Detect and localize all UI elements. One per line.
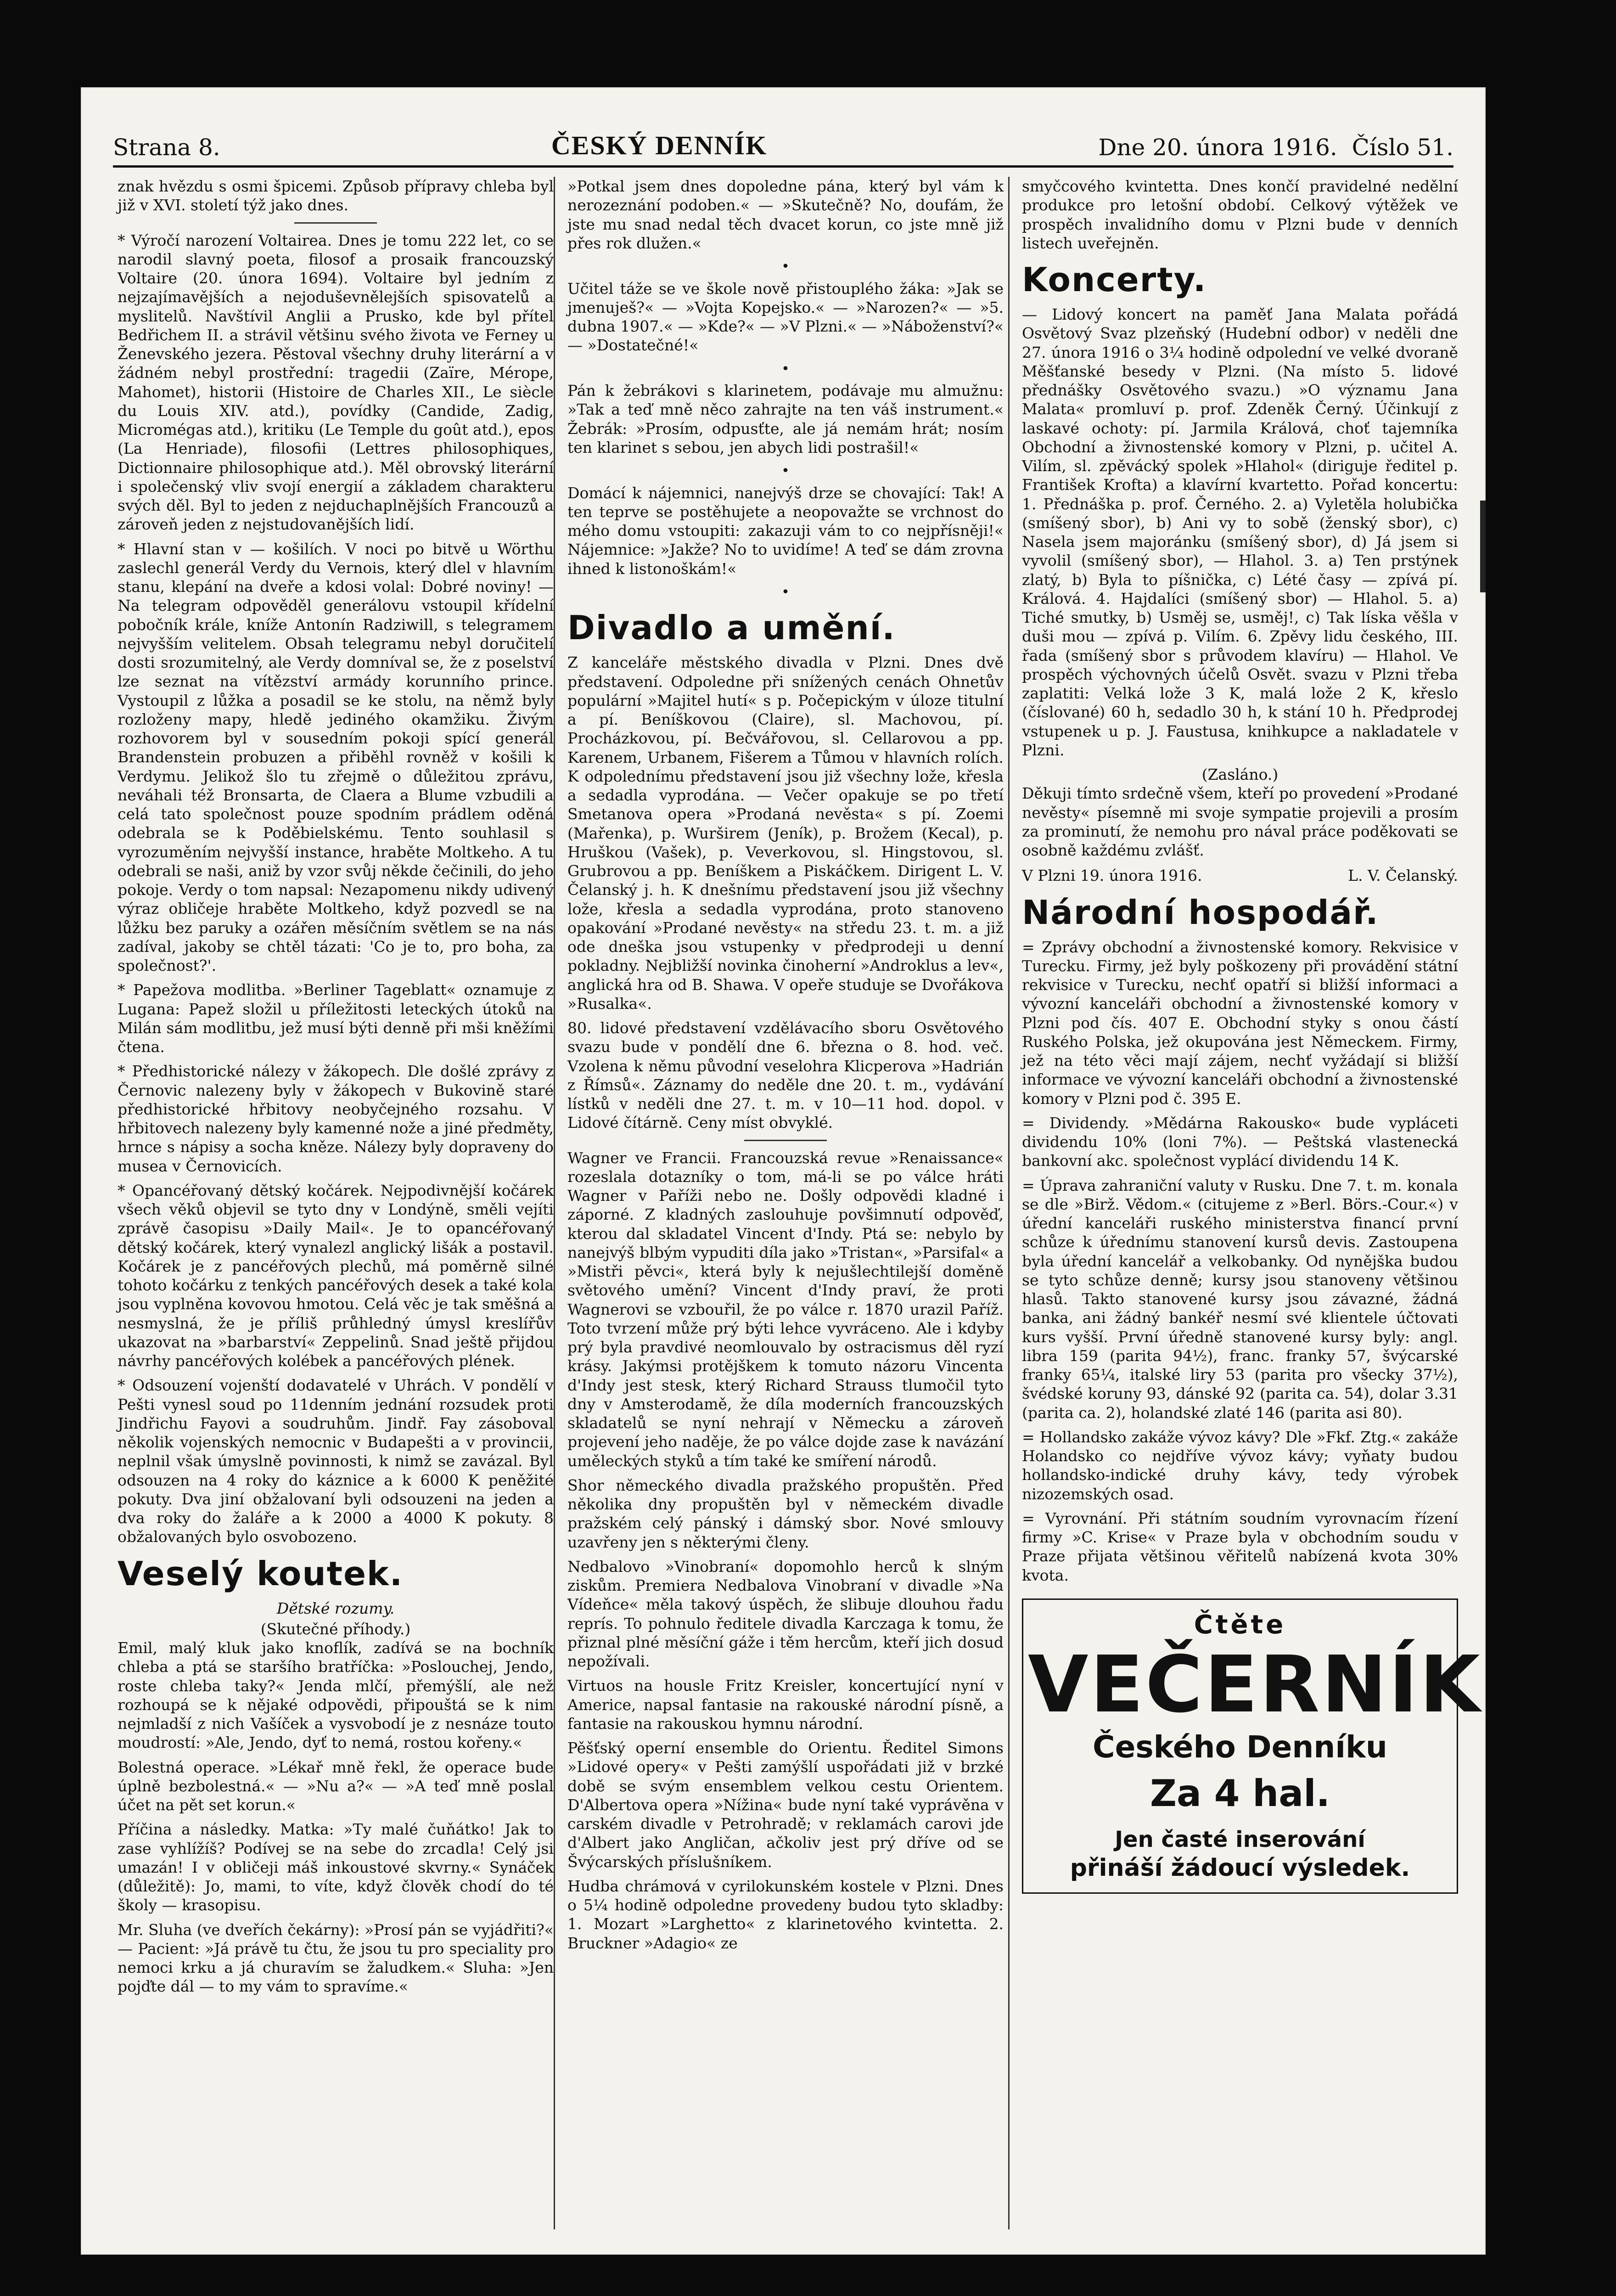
separator xyxy=(744,1140,827,1141)
separator-dot: • xyxy=(781,360,790,377)
signature-line xyxy=(1022,866,1458,885)
separator-dot: • xyxy=(781,259,790,275)
article-continuation: smyčcového kvintetta. Dnes končí pravidelné nedělní produkce pro letošní období. Celkový výtěžek ve prospěch invalidního domu v Plzni bude v denních listech uveřejněn. xyxy=(1022,177,1458,252)
article-city-theatre: Z kanceláře městského divadla v Plzni. Dnes dvě představení. Odpoledne při snížených cenách Ohnetův populární »Majitel hutí« s p. Počepickým v úloze titulní a pí. Beníškovou (Claire), sl. Machovou, pí. Procházkovou, pí. Bečvářovou, sl. Cellarovou a pp. Karenem, Urbanem, Fišerem a Tůmou v hlavních rolích. K odpolednímu představení jsou již všechny lože, křesla a sedadla vyprodána. — Večer opakuje se po třetí Smetanova opera »Prodaná nevěsta« s pí. Zoemi (Mařenka), p. Wurširem (Jeník), p. Brožem (Kecal), p. Hruškou (Vašek), p. Veverkovou, sl. Hingstovou, sl. Grubrovou a pp. Beníškem a Piskáčkem. Dirigent L. V. Čelanský j. h. K dnešnímu představení jsou již všechny lože, křesla a sedadla vyprodána, proto stanoveno opakování »Prodané nevěsty« na středu 23. t. m. a již ode dneška jsou vstupenky v předprodeji u denní pokladny. Nejbližší novinka činoherní »Androklus a lev«, anglická hra od B. Shawa. V opeře studuje se Dvořákova »Rusalka«. xyxy=(567,653,1004,1013)
ad-line-paper: Českého Denníku xyxy=(1093,1729,1387,1765)
masthead: ČESKÝ DENNÍK xyxy=(551,130,768,160)
joke-paragraph: Bolestná operace. »Lékař mně řekl, že operace bude úplně bezbolestná.« — »Nu a?« — »A teď mně poslal účet na pět set korun.« xyxy=(118,1758,554,1814)
column-2 xyxy=(567,177,1004,1958)
vecernik-advertisement xyxy=(1022,1598,1482,1894)
issue-number: Číslo 51. xyxy=(1352,134,1453,161)
subheading: Dětské rozumy. xyxy=(276,1599,395,1617)
page-header xyxy=(113,115,1453,168)
article-opera-orient: Pěšťský operní ensemble do Orientu. Ředitel Simons »Lidové opery« v Pešti zamýšlí uspořádati již v brzké době se svým ensemblem velkou cestu Orientem. D'Albertova opera »Nížina« bude nyní také vyprávěna v carském divadle v Petrohradě; v reklamách carovi jde d'Albert jako Angličan, ačkoliv jest prý dříve od se Švýcarských příslušníkem. xyxy=(567,1739,1004,1871)
article-church-music: Hudba chrámová v cyrilokunském kostele v Plzni. Dnes o 5¼ hodině odpoledne provedeny budou tyto skladby: 1. Mozart »Larghetto« z klarinetového kvintetta. 2. Bruckner »Adagio« ze xyxy=(567,1877,1004,1952)
page-number: Strana 8. xyxy=(113,134,220,161)
signature-place-date: V Plzni 19. února 1916. xyxy=(1022,867,1202,885)
article-dividends: = Dividendy. »Mědárna Rakousko« bude vypláceti dividendu 10% (loni 7%). — Peštská vlastenecká bankovní akc. společnost vyplácí dividendu 14 K. xyxy=(1022,1114,1458,1170)
joke-paragraph: Mr. Sluha (ve dveřích čekárny): »Prosí pán se vyjádřiti?« — Pacient: »Já právě tu čtu, že jsou tu pro speciality pro nemoci krku a já churavím se žaludkem.« Sluha: »Jen pojďte dál — to my vám to spravíme.« xyxy=(118,1920,554,1996)
joke-paragraph: Učitel táže se ve škole nově přistouplého žáka: »Jak se jmenuješ?« — »Vojta Kopejsko.« — »Narozen?« — »5. dubna 1907.« — »Kde?« — »V Plzni.« — »Náboženství?« — »Dostatečné!« xyxy=(567,279,1004,355)
subheading-note: (Skutečné příhody.) xyxy=(260,1620,411,1638)
article-settlement: = Vyrovnání. Při státním soudním vyrovnacím řízení firmy »C. Krise« v Praze byla v obchodním soudu v Praze přijata většinou věřitelů nabízená kvota 30% kvota. xyxy=(1022,1509,1458,1584)
newspaper-page xyxy=(81,87,1486,2255)
article-voltaire: * Výročí narození Voltairea. Dnes je tomu 222 let, co se narodil slavný poeta, filosof a prosaik francouzský Voltaire (20. února 1694). Voltaire byl jedním z nejzajímavějších a nejoduševnělejších spisovatelů a myslitelů. Navštívil Anglii a Prusko, kde byl přítel Bedřichem II. a strávil většinu svého života ve Ferney u Ženevského jezera. Pěstoval všechny druhy literární a v žádném nebyl prostřední: tragedii (Zaïre, Mérope, Mahomet), historii (Histoire de Charles XII., Le siècle du Louis XIV. atd.), povídky (Candide, Zadig, Micromégas atd.), kritiku (Le Temple du goût atd.), epos (La Henriade), filosofii (Lettres philosophiques, Dictionnaire philosophique atd.). Měl obrovský literární i společenský vliv svojí energií a základem charakteru svých děl. Byl to jeden z nejduchaplnějších Francouzů a zároveň jeden z nejstudovanějších lidí. xyxy=(118,231,554,534)
ad-line-slogan1: Jen časté inserování xyxy=(1115,1827,1365,1853)
date-issue xyxy=(1098,134,1453,161)
section-heading-theatre: Divadlo a umění. xyxy=(567,608,896,647)
article-paragraph: znak hvězdu s osmi špicemi. Způsob přípravy chleba byl již v XVI. století týž jako dnes. xyxy=(118,177,554,214)
article-wagner-france: Wagner ve Francii. Francouzská revue »Renaissance« rozeslala dotazníky o tom, má-li se po válce hráti Wagner v Paříži nebo ne. Došly odpovědi kladné i záporné. Z kladných zaslouhuje povšimnutí odpověď, kterou dal skladatel Vincent d'Indy. Ptá se: nebylo by nanejvýš blbým vypuditi díla jako »Tristan«, »Parsifal« a »Mistři pěvci«, která byly k nejušlechtilejší doměně světového umění? Vincent d'Indy praví, že proti Wagnerovi se vzbouřil, že po válce r. 1870 urazil Paříž. Toto tvrzení může prý býti lehce vyvráceno. Ale i kdyby prý byla pravdivé neomlouvalo by ostracismus děl ryzí krásy. Jakýmsi protějškem k tomuto názoru Vincenta d'Indy jest stesk, který Richard Strauss tlumočil tyto dny v Amsterodamě, že díla moderních francouzských skladatelů se nyní nehrají v Německu a zároveň projevení jeho naděje, že po válce dojde zase k navázání uměleckých styků a tím také ke smíření národů. xyxy=(567,1148,1004,1470)
ad-line-slogan2: přináší žádoucí výsledek. xyxy=(1070,1854,1410,1882)
section-heading-economy: Národní hospodář. xyxy=(1022,893,1379,932)
article-armored-pram: * Opancéřovaný dětský kočárek. Nejpodivnější kočárek všech věků objevil se tyto dny v Londýně, směli vejíti zprávě časopisu »Daily Mail«. Je to opancéřovaný dětský kočárek, který vynalezl anglický lišák a postavil. Kočárek je z pancéřových plechů, má poměrně silné tohoto kočárku z tenkých pancéřových desek a také kola jsou vyplněna kovovou hmotou. Celá věc je tak směšná a nesmyslná, že je příliš průhledný úmysl kreslířův ukazovat na »barbarství« Zeppelinů. Snad ještě přijdou návrhy pancéřových kolébek a pancéřových plének. xyxy=(118,1181,554,1370)
article-kreisler: Virtuos na housle Fritz Kreisler, koncertující nyní v Americe, napsal fantasie na rakouské národní písně, a fantasie na rakouskou hymnu národní. xyxy=(567,1677,1004,1733)
article-vinobrani: Nedbalovo »Vinobraní« dopomohlo herců k slným ziskům. Premiera Nedbalova Vinobraní v divadle »Na Vídeňce« měla takový úspěch, že slibuje dlouhou řadu reprís. To pohnulo ředitele divadla Karczaga k tomu, že přiznal plné měsíční gáže i těm hercům, kteří jich dosud nepožívali. xyxy=(567,1557,1004,1670)
column-rule-2 xyxy=(1008,177,1010,2229)
article-headquarters: * Hlavní stan v — košilích. V noci po bitvě u Wörthu zaslechl generál Verdy du Vernois, který dlel v hlavním stanu, klepání na dveře a kdosi volal: Dobré noviny! — Na telegram odpověděl generálovu vstoupil křídelní pobočník krále, kníže Antonín Radziwill, s telegramem nejvyšším velitelem. Obsah telegramu nebyl doručitelí dosti srozumitelný, ale Verdy domníval se, že z poselství lze seznat na vítězství armády korunního prince. Vystoupil z lůžka a posadil se ke stolu, na němž byly rozloženy mapy, hledě jediného okamžiku. Živým rozhovorem byl v sousedním pokoji spící generál Brandenstein probuzen a přiběhl rovněž v košili k Verdymu. Jelikož šlo tu zřejmě o důležitou zprávu, neváhali též Bronsarta, de Claera a Blume vzbudili a celá tato společnost pouze spodním prádlem oděná odebrala se k Poděbielskému. Tento souhlasil s vyrozuměním nejvyšší instance, hraběte Moltkeho. A tu odebrali se naši, aniž by vzor svůj někde čečinili, do jeho pokoje. Verdy o tom napsal: Nezapomenu nikdy udivený výraz obličeje hraběte Moltkeho, když pozvedl se na lůžku bez paruky a ozářen měsíčním světlem se na nás zadíval, jakoby se chtěl tázati: 'Co je to, pro boha, za společnost?'. xyxy=(118,540,554,974)
separator xyxy=(294,222,377,224)
joke-paragraph: Pán k žebrákovi s klarinetem, podávaje mu almužnu: »Tak a teď mně něco zahrajte na ten váš instrument.« Žebrák: »Prosím, odpusťte, ale já nemám hrát; nosím ten klarinet s sebou, jen abych lidi postrašil!« xyxy=(567,382,1004,456)
joke-paragraph: Příčina a následky. Matka: »Ty malé čuňátko! Jak to zase vyhlížíš? Podívej se na sebe do zrcadla! Celý jsi umazán! I v obličeji máš inkoustové skvrny.« Synáček (důležitě): Jo, mami, to víte, když člověk chodí do té školy — krasopisu. xyxy=(118,1820,554,1914)
joke-paragraph: Emil, malý kluk jako knoflík, zadívá se na bochník chleba a ptá se staršího bratříčka: »Poslouchej, Jendo, roste chleba taky?« Jenda mlčí, přemýšlí, ale než rozhoupá se k nějaké odpovědi, připouštá se k nim nejmladší z nich Vašíček a vysvobodí je z nesnáze touto moudrostí: »Ale, Jendo, dyť to nemá, rostou kořeny.« xyxy=(118,1639,554,1752)
ad-line-title: VEČERNÍK xyxy=(1028,1639,1482,1730)
thanks-notice: Děkuji tímto srdečně všem, kteří po provedení »Prodané nevěsty« písemně mi svoje sympatie projevili a prosím za prominutí, že nemohu pro nával práce poděkovati se osobně každému zvlášť. xyxy=(1022,784,1458,859)
column-1 xyxy=(118,177,554,2002)
issue-date: Dne 20. února 1916. xyxy=(1098,134,1337,161)
separator-dot: • xyxy=(781,463,790,479)
article-prehistoric-finds: * Předhistorické nálezy v žákopech. Dle došlé zprávy z Černovic nalezeny byly v žákopech v Bukovině staré předhistorické hřbitovy neobyčejného rozsahu. V hřbitovech nalezeny byly kamenné nože a jiné předměty, hrnce s nápisy a socha kněze. Nálezy byly dopraveny do musea v Černovicích. xyxy=(118,1062,554,1175)
article-chamber-news: = Zprávy obchodní a živnostenské komory. Rekvisice v Turecku. Firmy, jež byly poškozeny při provádění státní rekvisice v Turecku, nechť opatří si bližší informaci a vývozní kanceláři obchodní a živnostenské komory v Plzni pod čís. 407 E. Obchodní styky s onou částí Ruského Polska, jež okupována jest Německem. Firmy, jež na této věci mají zájem, nechť vyžádají si bližší informace ve vývozní kanceláři obchodní a živnostenské komory v Plzni pod č. 395 E. xyxy=(1022,938,1458,1108)
separator-dot: • xyxy=(781,584,790,600)
article-coffee-export: = Hollandsko zakáže vývoz kávy? Dle »Fkf. Ztg.« zakáže Holandsko co nejdříve vývoz kávy; vyňaty budou hollandsko-indické druhy kávy, tedy výrobek nizozemských osad. xyxy=(1022,1428,1458,1503)
column-3 xyxy=(1022,177,1482,1894)
section-heading-humor: Veselý koutek. xyxy=(118,1554,404,1593)
page-edge-shadow xyxy=(1480,501,1486,592)
joke-paragraph: Domácí k nájemnici, nanejvýš drze se chovající: Tak! A ten teprve se postěhujete a neopovažte se vrchnost do mého domu vstoupiti: zakazuji vám to co nejpřísněji!« Nájemnice: »Jakže? No to uvidíme! A teď se dám zrovna ihned k listonoškám!« xyxy=(567,484,1004,578)
ad-line-read: Čtěte xyxy=(1194,1609,1286,1640)
article-folk-performance: 80. lidové představení vzdělávacího sboru Osvětového svazu bude v pondělí dne 6. března o 8. hod. več. Vzolena k němu původní veselohra Klicperova »Hadrián z Římsů«. Záznamy do neděle dne 20. t. m., vydávání lístků v neděli dne 27. t. m. v 10—11 hod. dopol. v Lidové čítárně. Ceny míst obvyklé. xyxy=(567,1019,1004,1132)
joke-paragraph: »Potkal jsem dnes dopoledne pána, který byl vám k nerozeznání podoben.« — »Skutečně? No, doufám, že jste mu snad nedal těch dvacet korun, co jste mně již přes rok dlužen.« xyxy=(567,177,1004,252)
article-pope-prayer: * Papežova modlitba. »Berliner Tageblatt« oznamuje z Lugana: Papež složil u příležitosti leteckých útoků na Milán sám modlitbu, jež musí býti denně při mši kněžími čtena. xyxy=(118,981,554,1056)
article-folk-concert: — Lidový koncert na paměť Jana Malata pořádá Osvětový Svaz plzeňský (Hudební odbor) v neděli dne 27. února 1916 o 3¼ hodině odpolední ve velké dvoraně Měšťanské besedy v Plzni. (Na místo 5. lidové přednášky Osvětového svazu.) »O významu Jana Malata« promluví p. prof. Zdeněk Černý. Účinkují z laskavé ochoty: pí. Jarmila Králová, choť tajemníka Obchodní a živnostenské komory v Plzni, p. učitel A. Vilím, sl. zpěvácký spolek »Hlahol« (diriguje ředitel p. František Krofta) a klavírní kvartetto. Pořad koncertu: 1. Přednáška p. prof. Černého. 2. a) Vyletěla holubička (smíšený sbor), b) Ani vy to sobě (ženský sbor), c) Nasela jsem majoránku (smíšený sbor), d) Já jsem si vyvolil (smíšený sbor), — Hlahol. 3. a) Ten prstýnek zlatý, b) Byla to píšnička, c) Lété časy — zpívá pí. Králová. 4. Hajdalíci (smíšený sbor) — Hlahol. 5. a) Tiché smutky, b) Usměj se, usměj!, c) Tak líska věšla v duši mou — zpívá p. Vilím. 6. Zpěvy lidu českého, III. řada (smíšený sbor s průvodem klavíru) — Hlahol. Ve prospěch výchovných účelů Osvět. svazu v Plzni třeba zaplatiti: Velká lože 3 K, malá lože 2 K, křeslo (číslované) 60 h, sedadlo 30 h, k stání 10 h. Předprodej vstupenek u p. J. Faustusa, knihkupce a nakladatele v Plzni. xyxy=(1022,305,1458,759)
article-choir-dismissed: Shor německého divadla pražského propuštěn. Před několika dny propuštěn byl v německém divadle pražském celý pánský i dámský sbor. Nové smlouvy uzavřeny jen s některými členy. xyxy=(567,1476,1004,1551)
ad-line-price: Za 4 hal. xyxy=(1150,1772,1330,1815)
column-rule-1 xyxy=(554,177,555,2229)
article-russian-currency: = Úprava zahraniční valuty v Rusku. Dne 7. t. m. konala se dle »Birž. Vědom.« (citujeme z »Berl. Börs.-Cour.«) v úřední kanceláři ruského ministerstva financí první schůze k úřednímu stanovení kursů devis. Zastoupena byla úřední kancelář a velkobanky. Od nynějška budou se tyto schůze denně; kursy jsou stanoveny většinou hlasů. Takto stanovené kursy jsou závazné, žádná banka, ani žádný bankéř nesmí své klientele účtovati kurs vyšší. První úředně stanovené kursy byly: angl. libra 159 (parita 94½), franc. franky 57, švýcarské franky 65¼, italské liry 53 (parita pro všecky 37½), švédské koruny 93, dánské 92 (parita ca. 54), dolar 3.31 (parita ca. 2), holandské zlaté 146 (parita asi 80). xyxy=(1022,1176,1458,1422)
section-heading-concerts: Koncerty. xyxy=(1022,260,1207,299)
signature-name: L. V. Čelanský. xyxy=(1348,867,1458,885)
zaslano-label: (Zasláno.) xyxy=(1201,765,1279,783)
article-suppliers-hungary: * Odsouzení vojenští dodavatelé v Uhrách. V pondělí v Pešti vynesl soud po 11denním jednání rozsudek proti Jindřichu Fayovi a soudruhům. Jindř. Fay zásoboval několik vojenských nemocnic v Budapešti a v provincii, neplnil však úmyslně povinnosti, k nimž se zavázal. Byl odsouzen na 4 roky do káznice a k 6000 K peněžité pokuty. Dva jiní obžalovaní byli odsouzeni na jeden a dva roky do žaláře a k 2000 a 4000 K pokuty. 8 obžalovaných bylo osvobozeno. xyxy=(118,1376,554,1546)
